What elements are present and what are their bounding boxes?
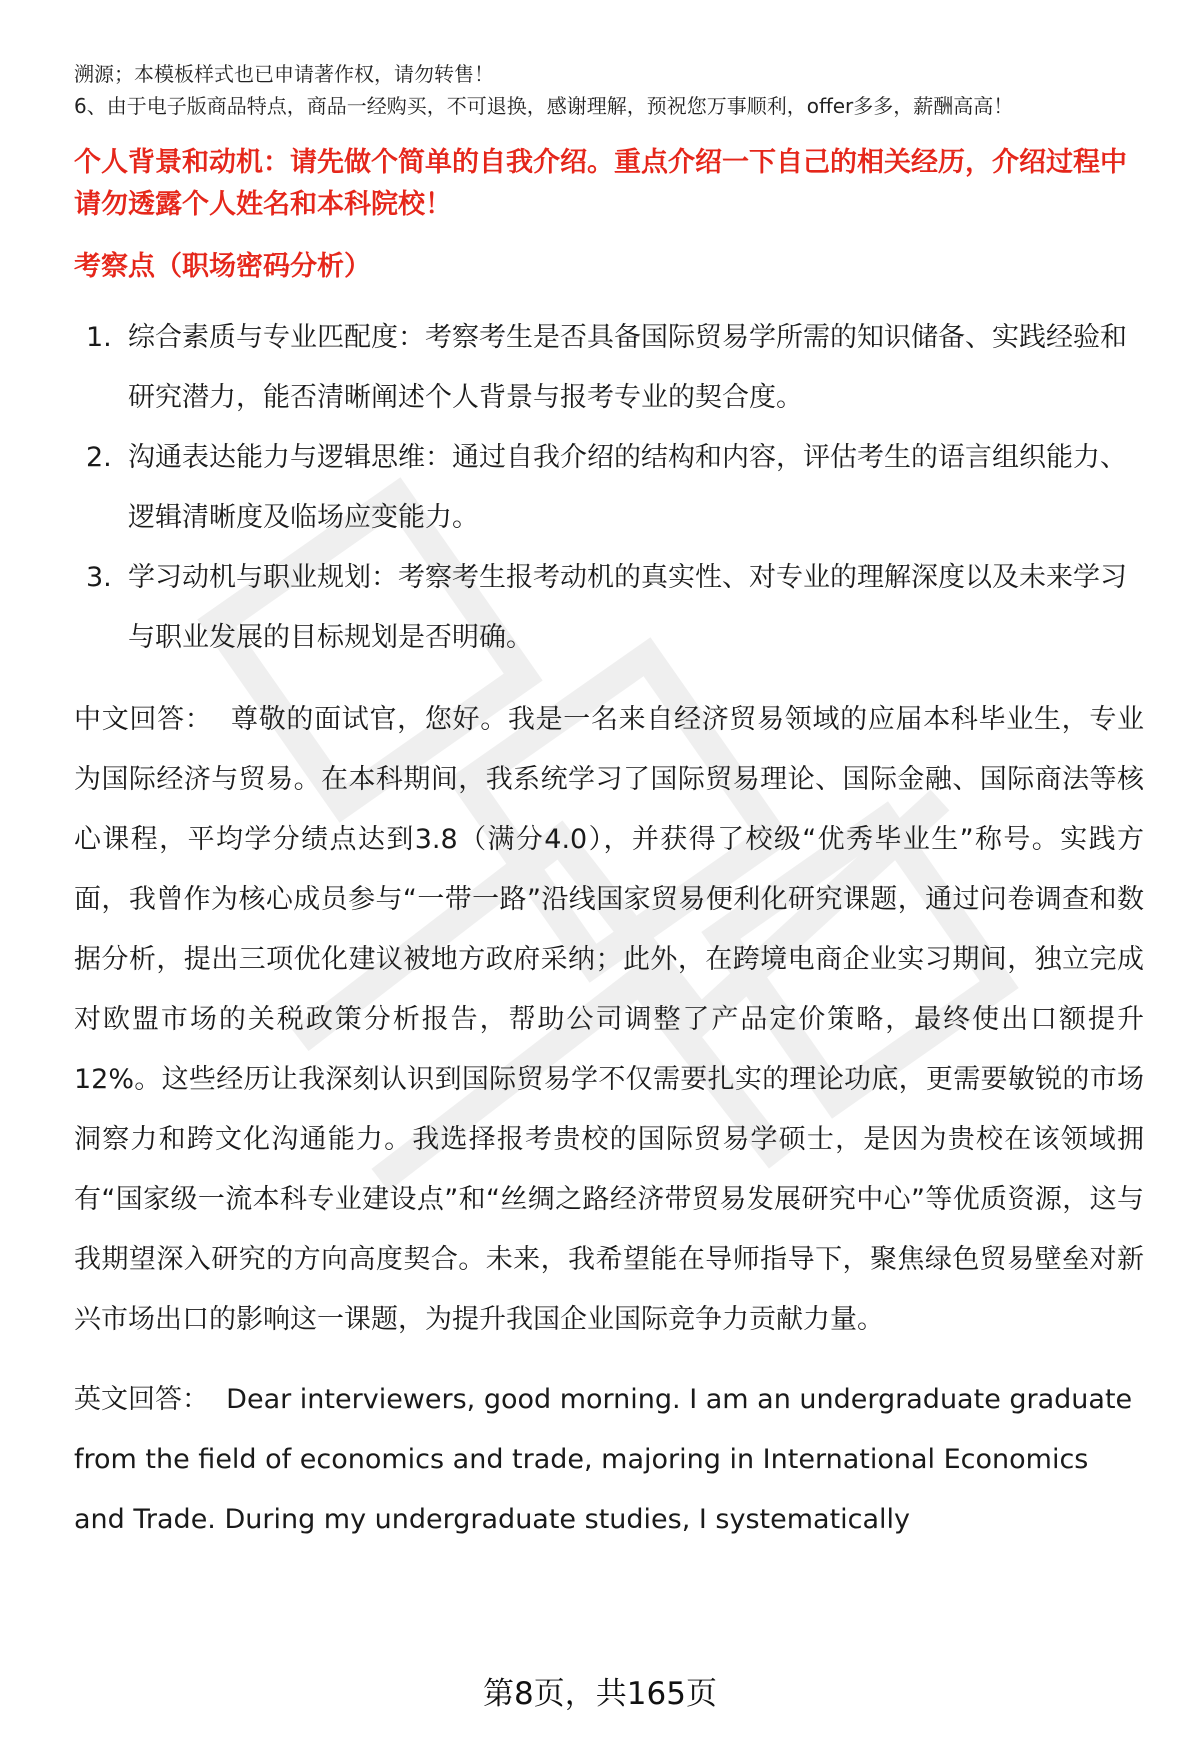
list-item [74, 308, 1144, 428]
answer-english [74, 1370, 1144, 1550]
answer-chinese-label: 中文回答： [74, 704, 213, 735]
points-list [74, 308, 1144, 668]
answer-english-label: 英文回答： [74, 1384, 209, 1415]
note-line: 溯源；本模板样式也已申请著作权，请勿转售！ [74, 62, 494, 86]
list-number: 2. [86, 442, 112, 473]
notes-block [74, 58, 1144, 122]
page-content [74, 58, 1144, 1550]
list-item [74, 548, 1144, 668]
interview-question: 个人背景和动机：请先做个简单的自我介绍。重点介绍一下自己的相关经历，介绍过程中请勿透露个人姓名和本科院校！ [74, 147, 1127, 220]
points-heading: 考察点（职场密码分析） [74, 251, 371, 282]
page-number: 第8页，共165页 [483, 1676, 717, 1712]
answer-chinese-text: 尊敬的面试官，您好。我是一名来自经济贸易领域的应届本科毕业生，专业为国际经济与贸易。在本科期间，我系统学习了国际贸易理论、国际金融、国际商法等核心课程，平均学分绩点达到3.8（满分4.0），并获得了校级“优秀毕业生”称号。实践方面，我曾作为核心成员参与“一带一路”沿线国家贸易便利化研究课题，通过问卷调查和数据分析，提出三项优化建议被地方政府采纳；此外，在跨境电商企业实习期间，独立完成对欧盟市场的关税政策分析报告，帮助公司调整了产品定价策略，最终使出口额提升12%。这些经历让我深刻认识到国际贸易学不仅需要扎实的理论功底，更需要敏锐的市场洞察力和跨文化沟通能力。我选择报考贵校的国际贸易学硕士，是因为贵校在该领域拥有“国家级一流本科专业建设点”和“丝绸之路经济带贸易发展研究中心”等优质资源，这与我期望深入研究的方向高度契合。未来，我希望能在导师指导下，聚焦绿色贸易壁垒对新兴市场出口的影响这一课题，为提升我国企业国际竞争力贡献力量。 [74, 704, 1145, 1335]
list-item-text: 学习动机与职业规划：考察考生报考动机的真实性、对专业的理解深度以及未来学习与职业发展的目标规划是否明确。 [128, 562, 1127, 653]
answer-english-text: Dear interviewers, good morning. I am an undergraduate graduate from the field of economics and trade, majoring in International Economics and Trade. During my undergraduate studies, I systematically [74, 1384, 1133, 1535]
list-number: 3. [86, 562, 112, 593]
list-item [74, 428, 1144, 548]
answer-chinese [74, 690, 1144, 1350]
list-item-text: 沟通表达能力与逻辑思维：通过自我介绍的结构和内容，评估考生的语言组织能力、逻辑清晰度及临场应变能力。 [128, 442, 1127, 533]
list-item-text: 综合素质与专业匹配度：考察考生是否具备国际贸易学所需的知识储备、实践经验和研究潜力，能否清晰阐述个人背景与报考专业的契合度。 [128, 322, 1127, 413]
list-number: 1. [86, 322, 112, 353]
note-line: 6、由于电子版商品特点，商品一经购买，不可退换，感谢理解，预祝您万事顺利，offer多多，薪酬高高！ [74, 94, 1014, 118]
